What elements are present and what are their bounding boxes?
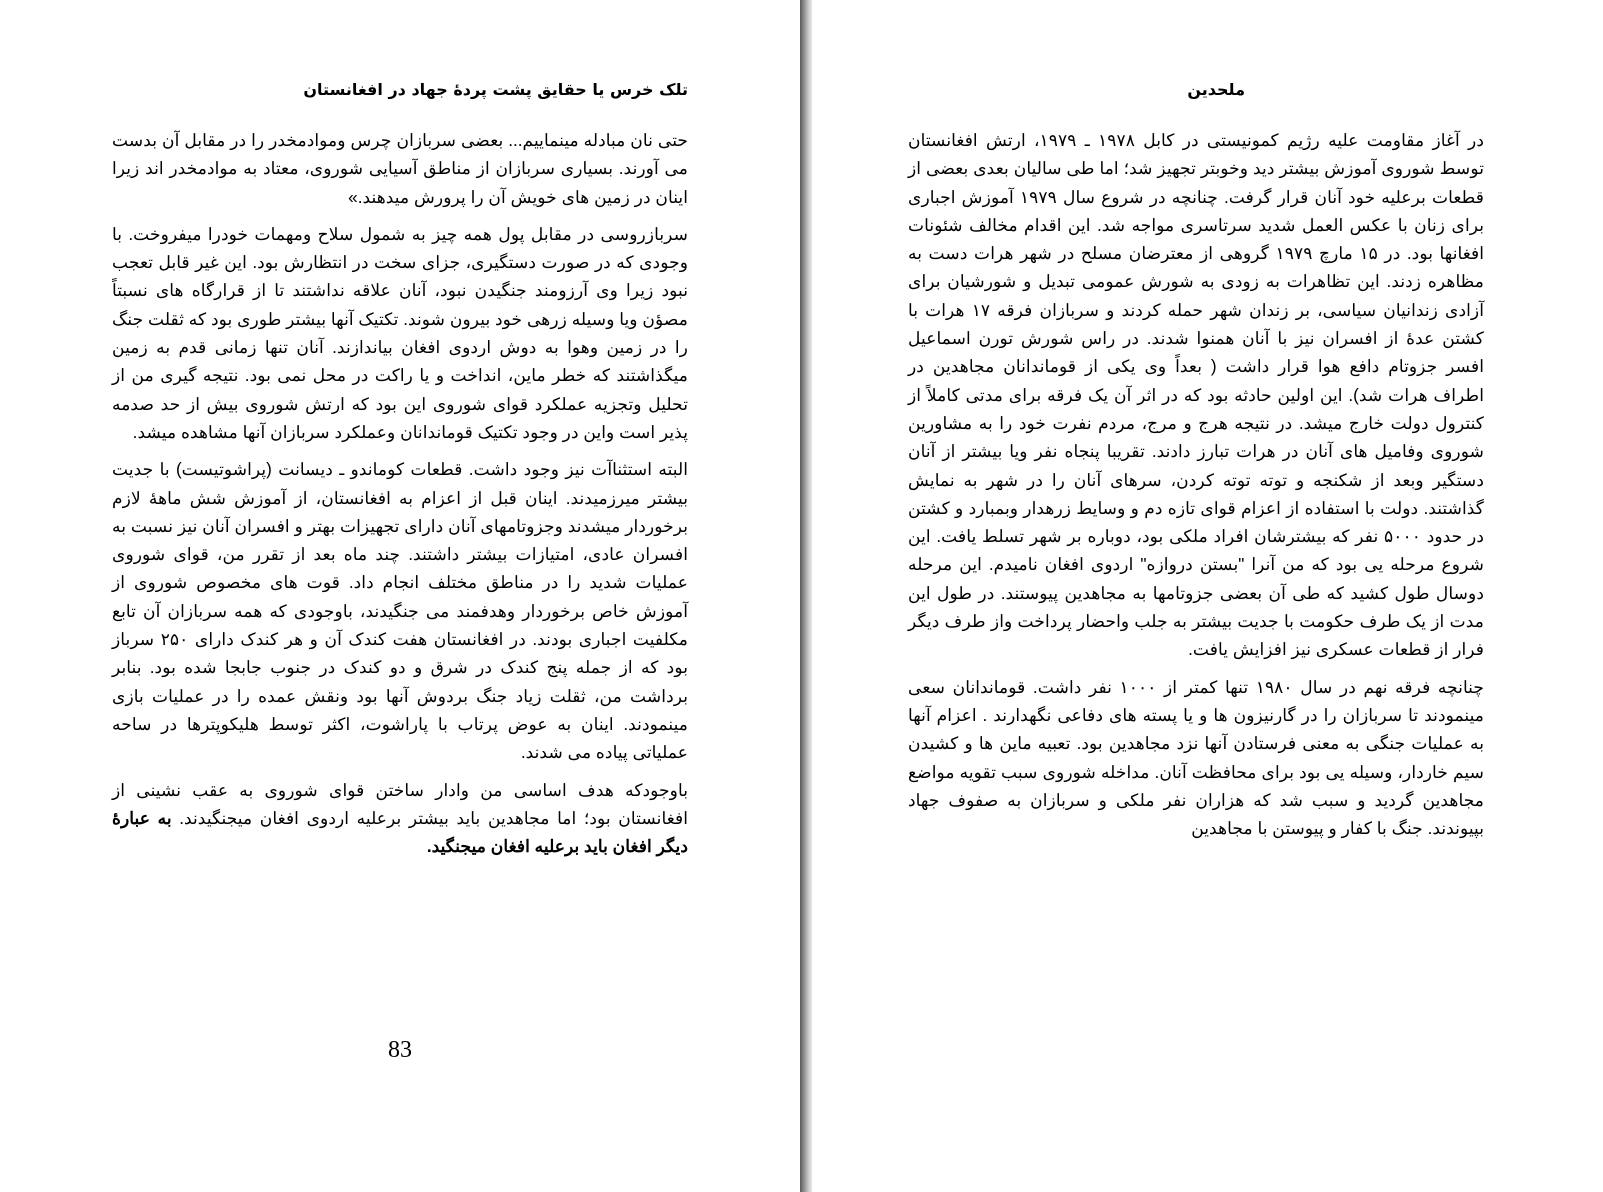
left-paragraph-3: البته استثناآت نیز وجود داشت. قطعات کوماندو ـ دیسانت (پراشوتیست) با جدیت بیشتر میرزمیدند. اینان قبل از اعزام به افغانستان، از آموزش شش ماههٔ لازم برخوردار میشدند وجزوتامهای آنان دارای تجهیزات بهتر و افسران آنان نیز نسبت به افسران عادی، امتیازات بیشتر داشتند. چند ماه بعد از تقرر من، قوای شوروی عملیات شدید را در مناطق مختلف انجام داد. قوت های مخصوص شوروی از آموزش خاص برخوردار وهدفمند می جنگیدند، باوجودی که همه سربازان آن تابع مکلفیت اجباری بودند. در افغانستان هفت کندک آن و هر کندک دارای ۲۵۰ سرباز بود که از جمله پنج کندک در شرق و دو کندک در جنوب جابجا شده بود. بنابر برداشت من، ثقلت زیاد جنگ بردوش آنها بود ونقش عمده را در عملیات بازی مینمودند. اینان به عوض پرتاب با پاراشوت، اکثر توسط هلیکوپترها در ساحه عملیاتی پیاده می شدند. [112, 459, 688, 763]
left-paragraph-4 [112, 776, 688, 861]
left-paragraph-4-text: باوجودکه هدف اساسی من وادار ساختن قوای شوروی به عقب نشینی از افغانستان بود؛ اما مجاهدین باید بیشتر برعلیه اردوی افغان میجنگیدند. [112, 779, 688, 828]
left-page [0, 0, 800, 1192]
right-running-header: ملحدین [1187, 80, 1245, 99]
book-gutter [800, 0, 812, 1192]
right-paragraph-2: چنانچه فرقه نهم در سال ۱۹۸۰ تنها کمتر از ۱۰۰۰ نفر داشت. قوماندانان سعی مینمودند تا سربازان را در گارنیزون ها و یا پسته های دفاعی نگهدارند . اعزام آنها به عملیات جنگی به معنی فرستادن آنها نزد مجاهدین بود. تعبیه ماین ها و کشیدن سیم خاردار، وسیله یی بود برای محافظت آنان. مداخله شوروی سبب تقویه مواضع مجاهدین گردید و سبب شد که هزاران نفر ملکی و سربازان به صفوف جهاد بپیوندند. جنگ با کفار و پیوستن با مجاهدین [908, 676, 1484, 839]
left-body-text [112, 126, 688, 869]
left-paragraph-1: حتی نان مبادله مینماییم... بعضی سربازان چرس وموادمخدر را در مقابل آن بدست می آورند. بسیاری سربازان از مناطق آسیایی شوروی، معتاد به موادمخدر اند زیرا اینان در زمین های خویش آن را پرورش میدهند.» [112, 130, 688, 207]
right-page [812, 0, 1603, 1192]
right-body-text [908, 126, 1484, 851]
page-number: 83 [388, 1037, 412, 1063]
left-running-header: تلک خرس یا حقایق پشت پردهٔ جهاد در افغانستان [303, 80, 688, 99]
left-paragraph-4-bold-text: به عبارهٔ دیگر افغان باید برعلیه افغان میجنگید. [112, 807, 688, 857]
right-paragraph-1: در آغاز مقاومت علیه رژیم کمونیستی در کابل ۱۹۷۸ ـ ۱۹۷۹، ارتش افغانستان توسط شوروی آموزش بیشتر دید وخوبتر تجهیز شد؛ اما طی سالیان بعدی بعضی از قطعات برعلیه خود آنان قرار گرفت. چنانچه در شروع سال ۱۹۷۹ آموزش اجباری برای زنان با عکس العمل شدید سرتاسری مواجه شد. این اقدام مخالف شئونات افغانها بود. در ۱۵ مارچ ۱۹۷۹ گروهی از معترضان مسلح در شهر هرات دست به مظاهره زدند. این تظاهرات به زودی به شورش عمومی تبدیل و شورشیان برای آزادی زندانیان سیاسی، بر زندان شهر حمله کردند و سربازان فرقه ۱۷ هرات با کشتن عدهٔ از افسران نیز با آنان همنوا شدند. در راس شورش تورن اسماعیل افسر جزوتام دافع هوا قرار داشت ( بعداً وی یکی از قوماندانان مجاهدین در اطراف هرات شد). این اولین حادثه بود که در اثر آن یک فرقه برای مدتی کاملاً از کنترول دولت خارج میشد. در نتیجه هرج و مرج، مردم نفرت خود را به مشاورین شوروی وفامیل های آنان در هرات تبارز دادند. تقریبا پنجاه نفر ویا بیشتر از آنان دستگیر وبعد از شکنجه و توته توته کردن، سرهای آنان را در شهر به نمایش گذاشتند. دولت با استفاده از اعزام قوای تازه دم و وسایط زرهدار وبمبارد و کشتن در حدود ۵۰۰۰ نفر که بیشترشان افراد ملکی بود، دوباره بر شهر تسلط یافت. این شروع مرحله یی بود که من آنرا "بستن دروازه" اردوی افغان نامیدم. این مرحله دوسال طول کشید که طی آن بعضی جزوتامها به مجاهدین پیوستند. در طول این مدت از یک طرف حکومت با جدیت بیشتر به جلب واحضار پرداخت واز طرف دیگر فرار از قطعات عسکری نیز افزایش یافت. [908, 130, 1484, 660]
left-paragraph-2: سربازروسی در مقابل پول همه چیز به شمول سلاح ومهمات خودرا میفروخت. با وجودی که در صورت دستگیری، جزای سخت در انتظارش بود. این غیر قابل تعجب نبود زیرا وی آرزومند جنگیدن نبود، آنان علاقه نداشتند تا از قرارگاه های نسبتاً مصؤن ویا وسیله زرهی خود بیرون شوند. تکتیک آنها بیشتر طوری بود که ثقلت جنگ را در زمین وهوا به دوش اردوی افغان بیاندازند. آنان تنها زمانی قدم به زمین میگذاشتند که خطر ماین، انداخت و یا راکت در محل نمی بود. نتیجه گیری من از تحلیل وتجزیه عملکرد قوای شوروی این بود که ارتش شوروی بیش از حد صدمه پذیر است واین در وجود تکتیک قوماندانان وعملکرد سربازان آنها مشاهده میشد. [112, 223, 688, 442]
